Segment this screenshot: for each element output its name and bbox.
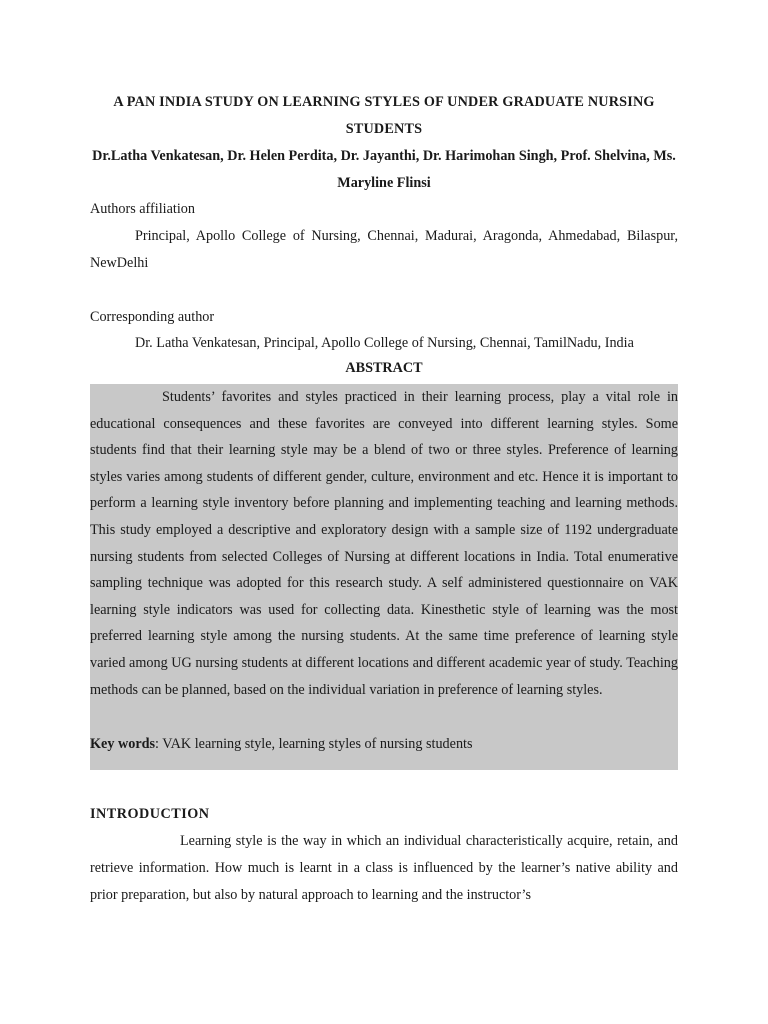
affiliation-text: Principal, Apollo College of Nursing, Chennai, Madurai, Aragonda, Ahmedabad, Bilaspur, NewDelhi: [90, 228, 678, 271]
abstract-text: Students’ favorites and styles practiced in their learning process, play a vital role in educational consequences and these favorites are conveyed into different learning styles. Some students find that their learning style may be a blend of two or three styles. Preference of learning styles varies among students of different gender, culture, environment and etc. Hence it is important to perform a learning style inventory before planning and implementing teaching and learning methods. This study employed a descriptive and exploratory design with a sample size of 1192 undergraduate nursing students from selected Colleges of Nursing at different locations in India. Total enumerative sampling technique was adopted for this research study. A self administered questionnaire on VAK learning style indicators was used for collecting data. Kinesthetic style of learning was the most preferred learning style among the nursing students. At the same time preference of learning style varied among UG nursing students at different locations and different academic year of study. Teaching methods can be planned, based on the individual variation in preference of learning styles.: [90, 389, 678, 698]
corresponding-author-label: Corresponding author: [90, 309, 215, 325]
keywords-line: [90, 736, 473, 753]
abstract-heading: ABSTRACT: [345, 360, 423, 376]
paper-title: A PAN INDIA STUDY ON LEARNING STYLES OF UNDER GRADUATE NURSING STUDENTS: [113, 94, 655, 137]
author-list: Dr.Latha Venkatesan, Dr. Helen Perdita, Dr. Jayanthi, Dr. Harimohan Singh, Prof. Shelvina, Ms. Maryline Flinsi: [92, 148, 676, 191]
keywords-label: Key words: [90, 736, 156, 752]
affiliation-label: Authors affiliation: [90, 201, 195, 217]
keywords-text: : VAK learning style, learning styles of nursing students: [155, 736, 473, 752]
introduction-heading: INTRODUCTION: [90, 806, 210, 822]
corresponding-author-text: Dr. Latha Venkatesan, Principal, Apollo College of Nursing, Chennai, TamilNadu, India: [135, 335, 634, 351]
introduction-text: Learning style is the way in which an individual characteristically acquire, retain, and retrieve information. How much is learnt in a class is influenced by the learner’s native ability and prior preparation, but also by natural approach to learning and the instructor’s: [90, 833, 678, 903]
